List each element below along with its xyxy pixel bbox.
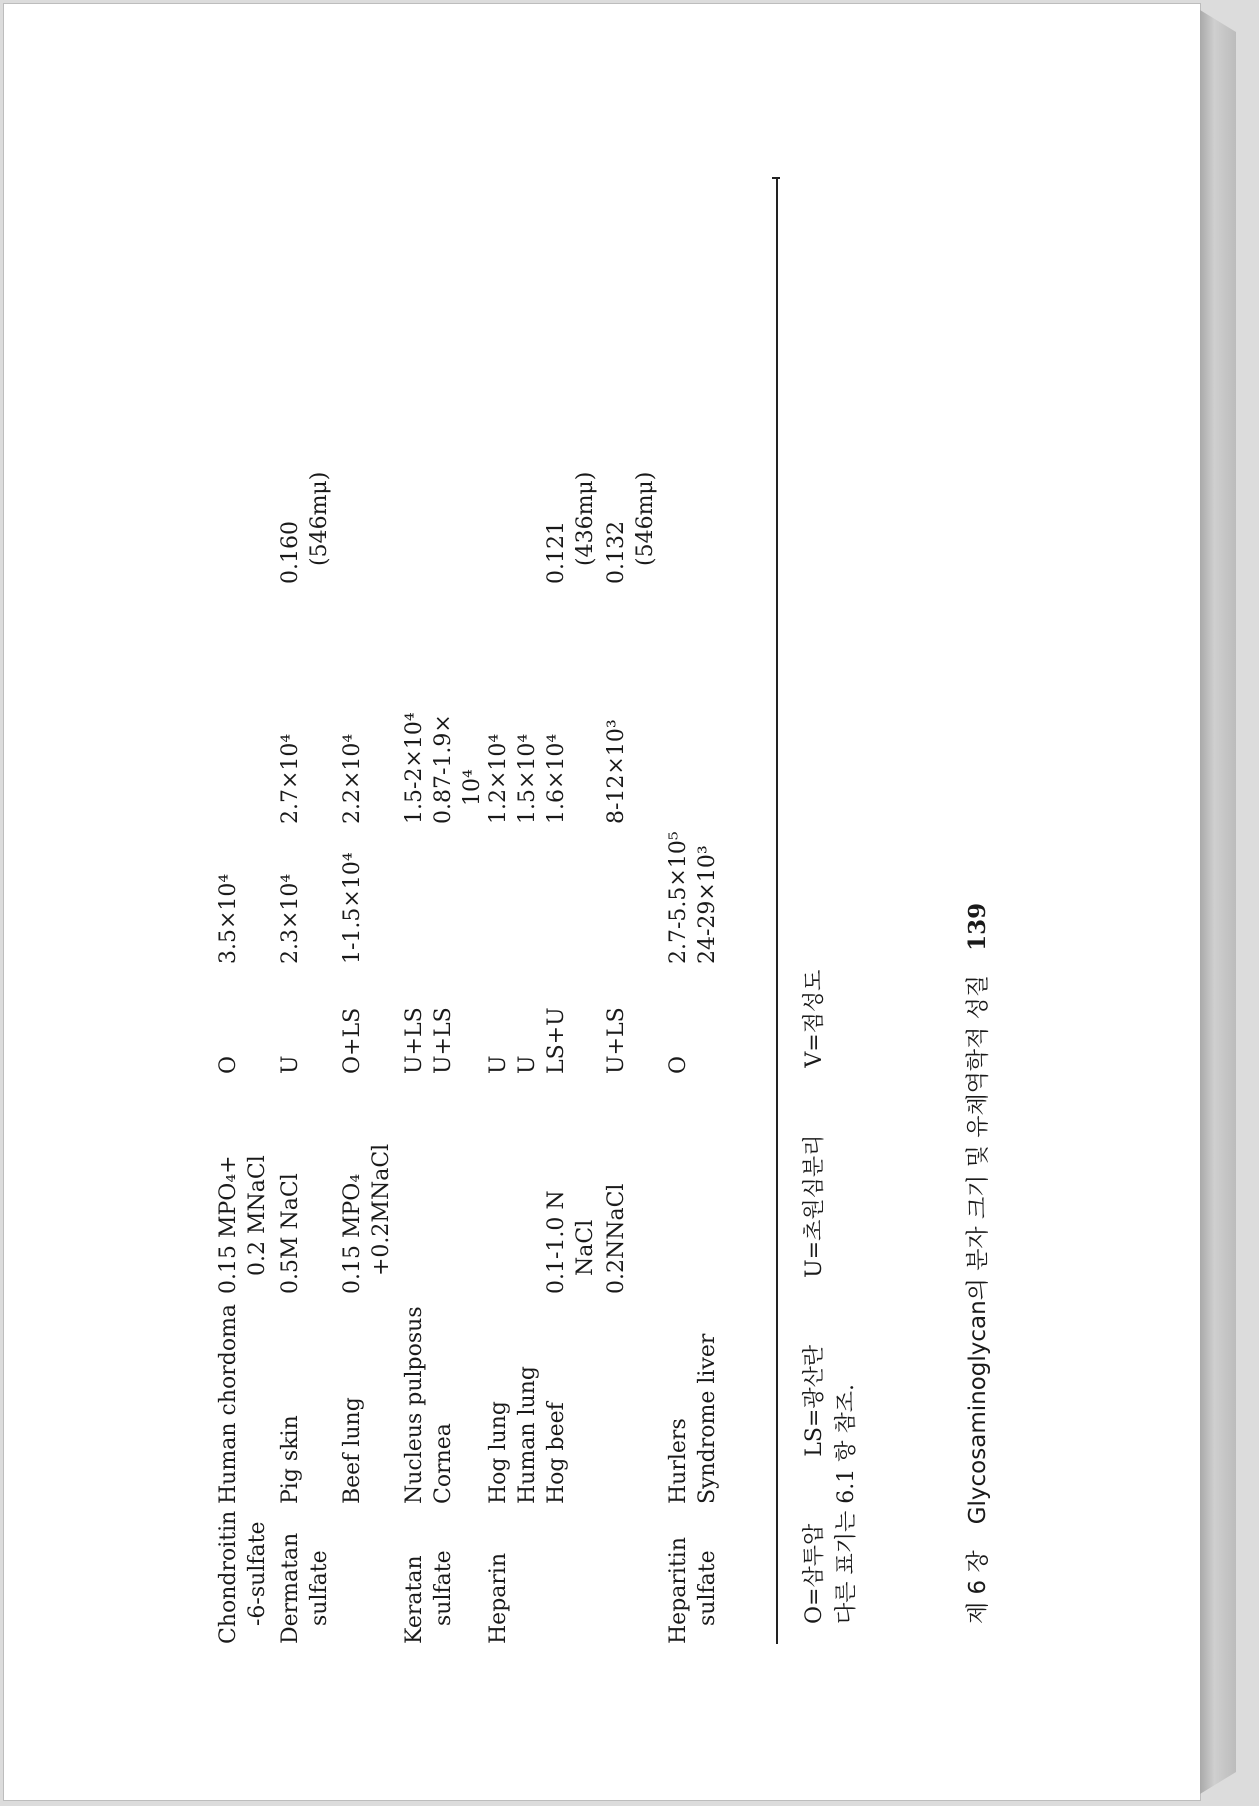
table-cell-mw2 <box>602 719 631 824</box>
table-cell-mw3 <box>276 472 334 584</box>
cell-text: U+LS <box>402 1007 427 1074</box>
cell-text: U <box>278 1055 303 1074</box>
cell-text: 8-12×10³ <box>604 719 629 824</box>
table-cell-mw2 <box>429 714 487 824</box>
cell-text: LS+U <box>544 1007 569 1074</box>
cell-text: U+LS <box>431 1007 456 1074</box>
cell-text: 0.132 <box>604 521 629 584</box>
table-cell-mw1 <box>276 874 305 964</box>
table-cell-method <box>214 1056 243 1074</box>
cell-text: 2.7×10⁴ <box>278 733 303 824</box>
cell-text-continued: (546mμ) <box>307 471 332 566</box>
cell-text: 0.15 MPO₄ <box>340 1173 365 1294</box>
cell-text: Pig skin <box>278 1415 303 1504</box>
cell-text: 3.5×10⁴ <box>216 873 241 964</box>
table-cell-solvent <box>542 1190 600 1294</box>
cell-text: O+LS <box>340 1007 365 1074</box>
cell-text: Heparitin <box>666 1536 691 1644</box>
table-cell-mw2 <box>276 734 305 824</box>
chapter-label: 제 6 장 <box>965 1550 991 1624</box>
table-cell-mw2 <box>484 734 513 824</box>
cell-text: Hog beef <box>544 1402 569 1504</box>
table-cell-mw1 <box>214 874 243 964</box>
cell-text-continued: +0.2MNaCl <box>369 1143 394 1276</box>
cell-text: U+LS <box>604 1007 629 1074</box>
cell-text-continued: 0.2 MNaCl <box>245 1155 270 1276</box>
table-cell-mw2 <box>542 734 571 824</box>
table-cell-mw2 <box>400 712 429 824</box>
table-rule-end <box>772 177 780 179</box>
cell-text: U <box>515 1055 540 1074</box>
chapter-title: Glycosaminoglycan의 분자 크기 및 유체역학적 성질 <box>965 974 991 1525</box>
legend-light-scattering: LS=광산란 <box>802 1344 827 1457</box>
table-cell-gag <box>484 1553 513 1644</box>
table-cell-method <box>542 1007 571 1074</box>
legend-viscosity: V=점성도 <box>802 969 827 1068</box>
rotated-table-area <box>204 164 1024 1644</box>
cell-text-continued: -6-sulfate <box>245 1521 270 1626</box>
table-cell-solvent <box>214 1155 272 1294</box>
cell-text: O <box>216 1055 241 1074</box>
table-cell-mw3 <box>602 472 660 584</box>
cell-text: 0.121 <box>544 521 569 584</box>
cell-text: Cornea <box>431 1423 456 1504</box>
table-cell-solvent <box>338 1144 396 1294</box>
table-cell-mw2 <box>513 734 542 824</box>
table-cell-source <box>338 1397 367 1504</box>
table-cell-method <box>664 1056 693 1074</box>
cell-text: Hurlers <box>666 1418 691 1504</box>
cell-text: 1.2×10⁴ <box>486 733 511 824</box>
page-footer <box>959 903 992 1624</box>
legend-ultracentrifuge: U=초원심분리 <box>802 1134 827 1278</box>
table-cell-solvent <box>276 1173 305 1294</box>
cell-text: 24-29×10³ <box>695 845 720 964</box>
table-cell-method <box>338 1008 367 1074</box>
cell-text: 2.3×10⁴ <box>278 873 303 964</box>
cell-text: 1-1.5×10⁴ <box>340 852 365 964</box>
cell-text: 0.15 MPO₄+ <box>216 1155 241 1294</box>
table-cell-gag <box>214 1511 272 1644</box>
table-cell-method <box>602 1007 631 1074</box>
cell-text-continued: sulfate <box>431 1550 456 1626</box>
table-cell-source <box>429 1423 458 1504</box>
table-cell-mw2 <box>338 734 367 824</box>
cell-text: 0.87-1.9× <box>431 714 456 824</box>
cell-text: Nucleus pulposus <box>402 1306 427 1504</box>
cell-text: Syndrome liver <box>695 1333 720 1504</box>
cell-text-continued: sulfate <box>307 1550 332 1626</box>
cell-text-continued: sulfate <box>695 1550 720 1626</box>
legend-osmotic: O=삼투압 <box>802 1523 827 1624</box>
cell-text: Human chordoma <box>216 1303 241 1504</box>
cell-text: Dermatan <box>278 1532 303 1644</box>
cell-text-continued: NaCl <box>573 1219 598 1276</box>
table-cell-source <box>693 1334 722 1504</box>
table-cell-gag <box>400 1550 458 1644</box>
page-number: 139 <box>964 902 991 951</box>
cell-text-continued: (436mμ) <box>573 471 598 566</box>
table-cell-mw1 <box>693 845 722 964</box>
legend-note: 다른 표기는 6.1 항 참조. <box>834 1384 859 1624</box>
table-cell-source <box>513 1366 542 1504</box>
cell-text: O <box>666 1055 691 1074</box>
table-cell-method <box>400 1007 429 1074</box>
table-cell-source <box>542 1402 571 1504</box>
cell-text: Beef lung <box>340 1397 365 1504</box>
table-legend <box>799 910 863 1624</box>
cell-text: 2.7-5.5×10⁵ <box>666 831 691 964</box>
cell-text: Keratan <box>402 1555 427 1644</box>
table-cell-method <box>429 1007 458 1074</box>
cell-text: 1.5×10⁴ <box>515 733 540 824</box>
table-cell-mw1 <box>664 831 693 964</box>
cell-text: Chondroitin <box>216 1510 241 1644</box>
cell-text: 0.5M NaCl <box>278 1173 303 1294</box>
table-cell-method <box>276 1055 305 1074</box>
page-stack-edge <box>1200 10 1236 1794</box>
table-cell-source <box>664 1418 693 1504</box>
cell-text: 1.5-2×10⁴ <box>402 712 427 824</box>
cell-text: 0.2NNaCl <box>604 1183 629 1294</box>
cell-text: 1.6×10⁴ <box>544 733 569 824</box>
table-cell-mw3 <box>542 472 600 584</box>
cell-text: Heparin <box>486 1552 511 1644</box>
table-cell-gag <box>276 1533 334 1644</box>
table-cell-mw1 <box>338 852 367 964</box>
cell-text: 0.1-1.0 N <box>544 1190 569 1294</box>
cell-text-continued: 10⁴ <box>460 769 485 806</box>
table-bottom-rule <box>776 179 778 1644</box>
table-cell-source <box>484 1401 513 1504</box>
cell-text: U <box>486 1055 511 1074</box>
table-cell-method <box>513 1055 542 1074</box>
table-cell-source <box>214 1304 243 1504</box>
cell-text: 2.2×10⁴ <box>340 733 365 824</box>
table-cell-source <box>276 1415 305 1504</box>
table-cell-solvent <box>602 1184 631 1294</box>
document-page <box>4 4 1200 1800</box>
cell-text: Human lung <box>515 1366 540 1504</box>
table-cell-source <box>400 1306 429 1504</box>
cell-text: Hog lung <box>486 1401 511 1504</box>
cell-text-continued: (546mμ) <box>633 471 658 566</box>
cell-text: 0.160 <box>278 521 303 584</box>
table-cell-method <box>484 1055 513 1074</box>
table-cell-gag <box>664 1537 722 1644</box>
